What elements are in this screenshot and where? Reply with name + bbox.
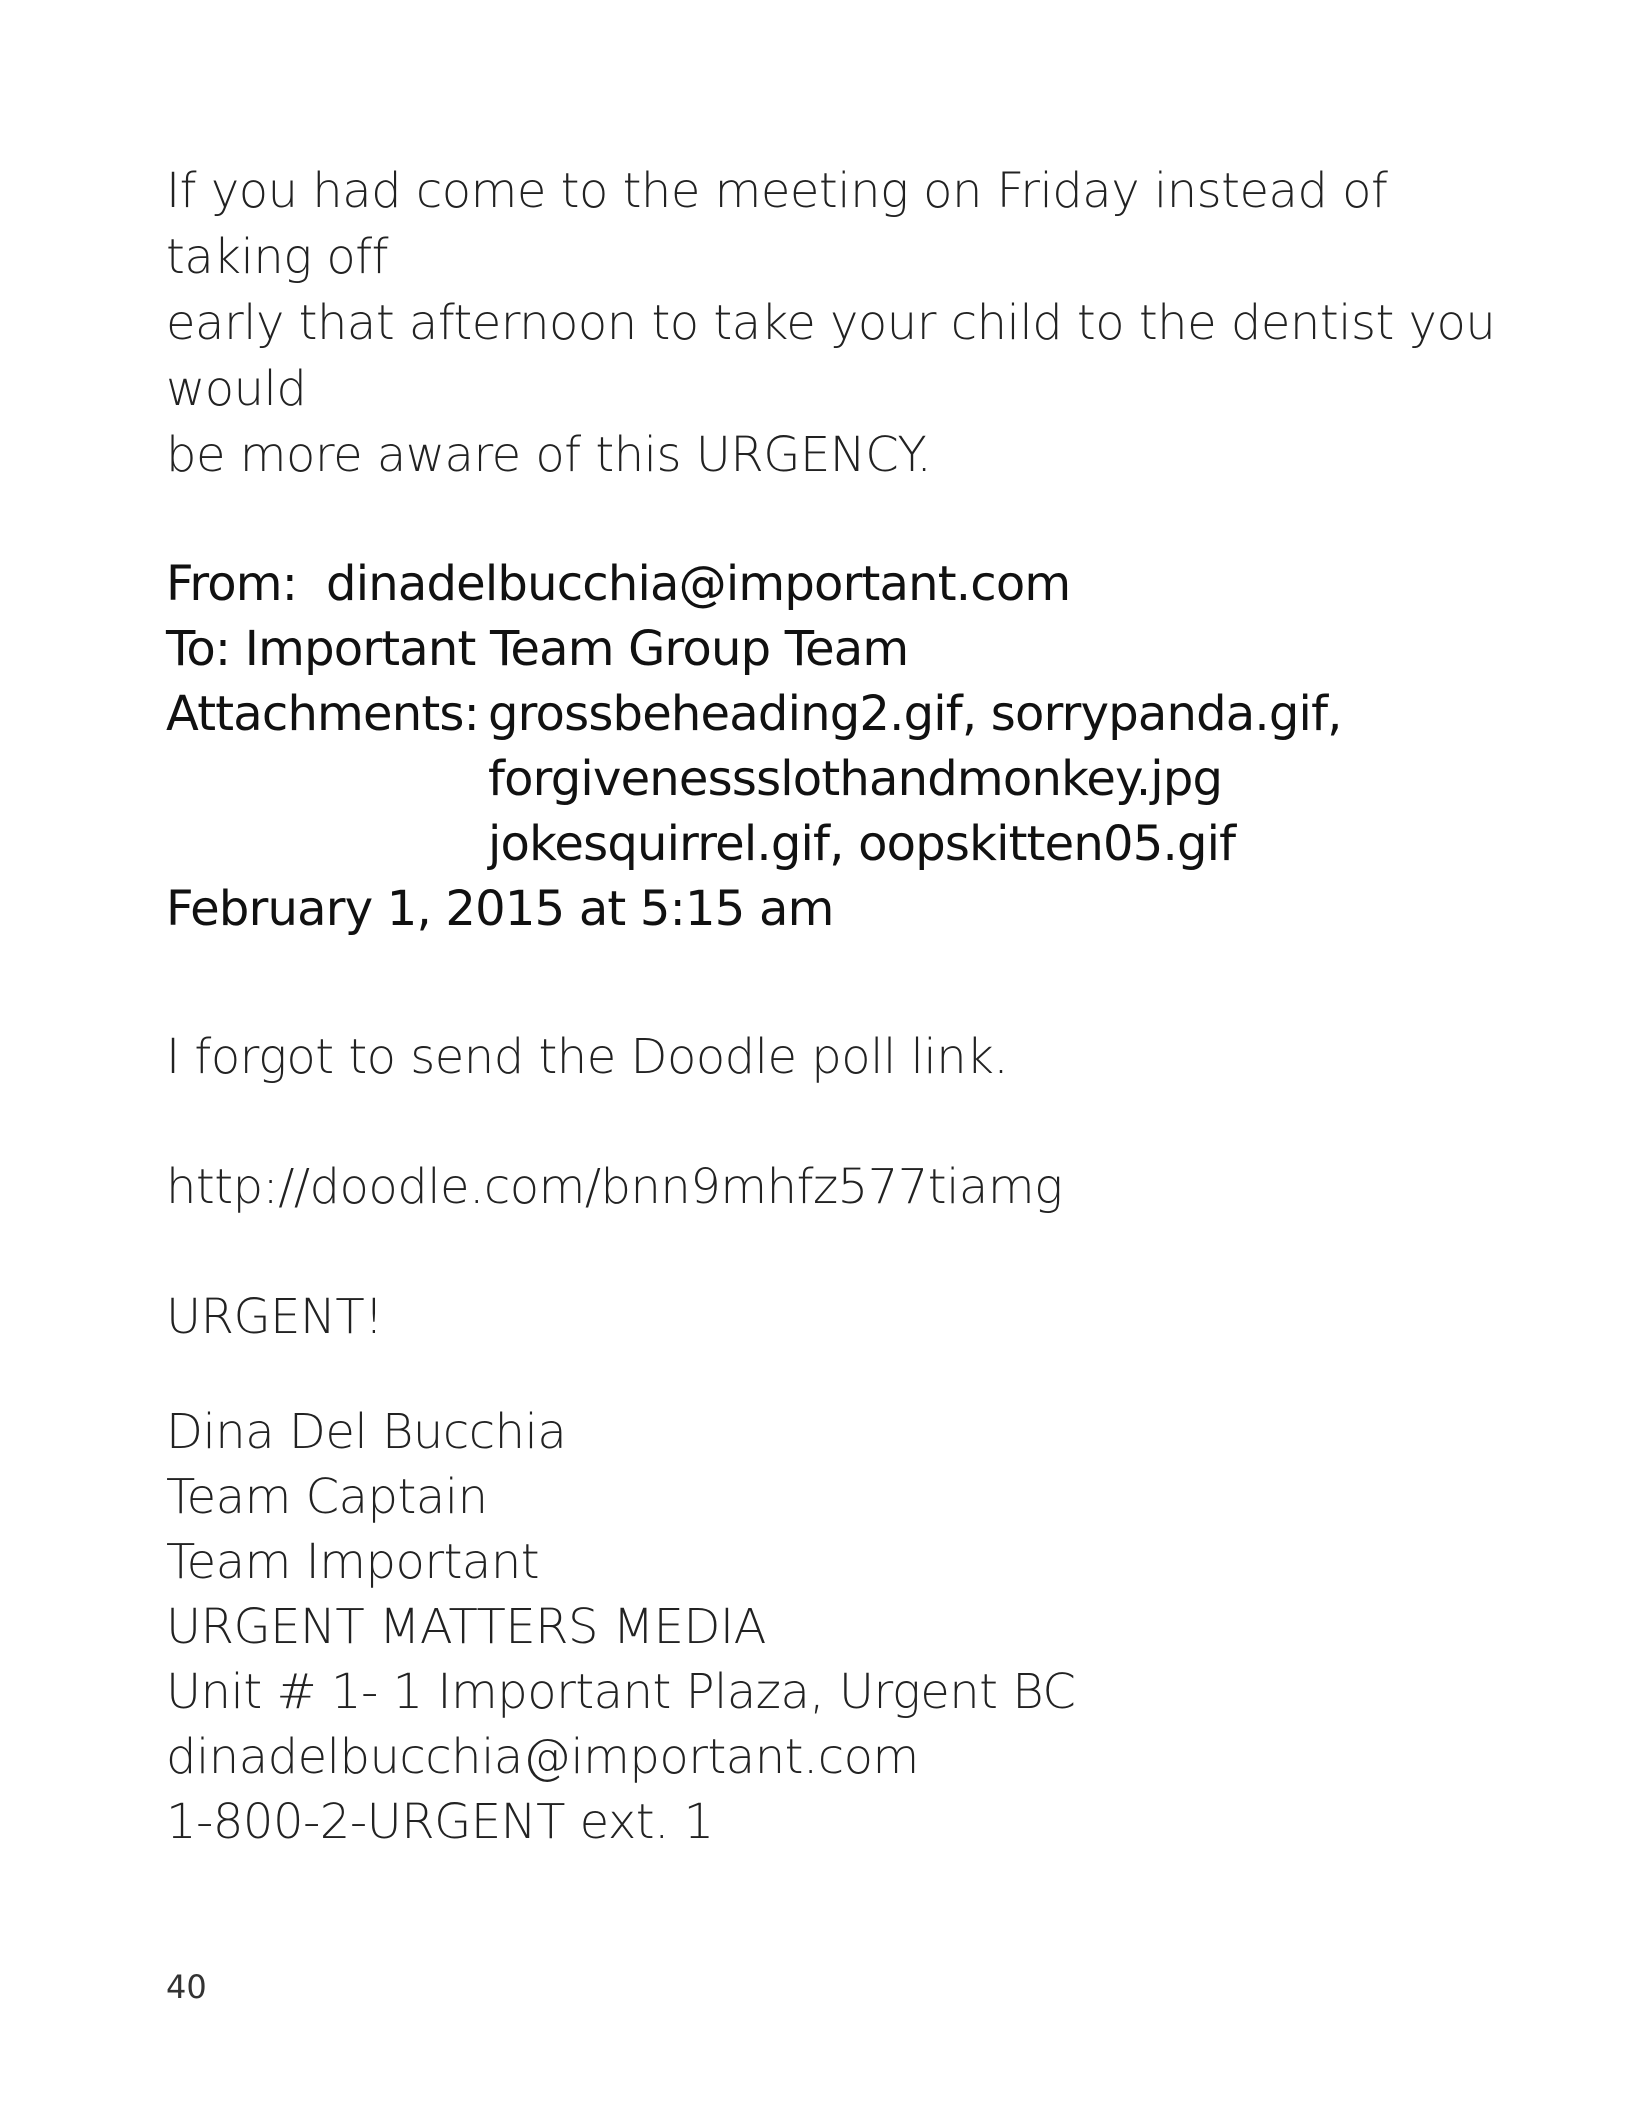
signature-title: Team Captain — [166, 1469, 488, 1525]
email-date: February 1, 2015 at 5:15 am — [166, 881, 834, 937]
signature-team: Team Important — [166, 1534, 540, 1590]
signature-address: Unit # 1- 1 Important Plaza, Urgent BC — [166, 1664, 1076, 1720]
body-line-forgot: I forgot to send the Doodle poll link. — [166, 1029, 1009, 1085]
signature-block — [166, 1400, 1506, 1855]
intro-paragraph: If you had come to the meeting on Friday instead of taking off early that afternoon to take your child to the dentist you would be more aware of this URGENCY. — [166, 163, 1496, 483]
signature-company: URGENT MATTERS MEDIA — [166, 1599, 766, 1655]
attachments-row — [166, 682, 1506, 877]
from-value: dinadelbucchia@important.com — [326, 556, 1071, 612]
page-number: 40 — [166, 1968, 207, 2006]
doodle-link: http://doodle.com/bnn9mhfz577tiamg — [166, 1159, 1063, 1215]
attachment-line: jokesquirrel.gif, oopskitten05.gif — [488, 816, 1236, 872]
email-header — [166, 552, 1506, 942]
signature-email: dinadelbucchia@important.com — [166, 1729, 919, 1785]
attachments-list — [488, 682, 1506, 877]
from-row — [166, 552, 1506, 617]
urgent-text: URGENT! — [166, 1289, 383, 1345]
attachment-line: forgivenessslothandmonkey.jpg — [488, 751, 1223, 807]
attachment-line: grossbeheading2.gif, sorrypanda.gif, — [488, 686, 1342, 742]
from-label: From: — [166, 556, 298, 612]
signature-phone: 1-800-2-URGENT ext. 1 — [166, 1794, 714, 1850]
to-row — [166, 617, 1506, 682]
to-value: Important Team Group Team — [244, 621, 909, 677]
signature-name: Dina Del Bucchia — [166, 1404, 567, 1460]
to-label: To: — [166, 621, 231, 677]
attachments-label: Attachments: — [166, 686, 479, 742]
